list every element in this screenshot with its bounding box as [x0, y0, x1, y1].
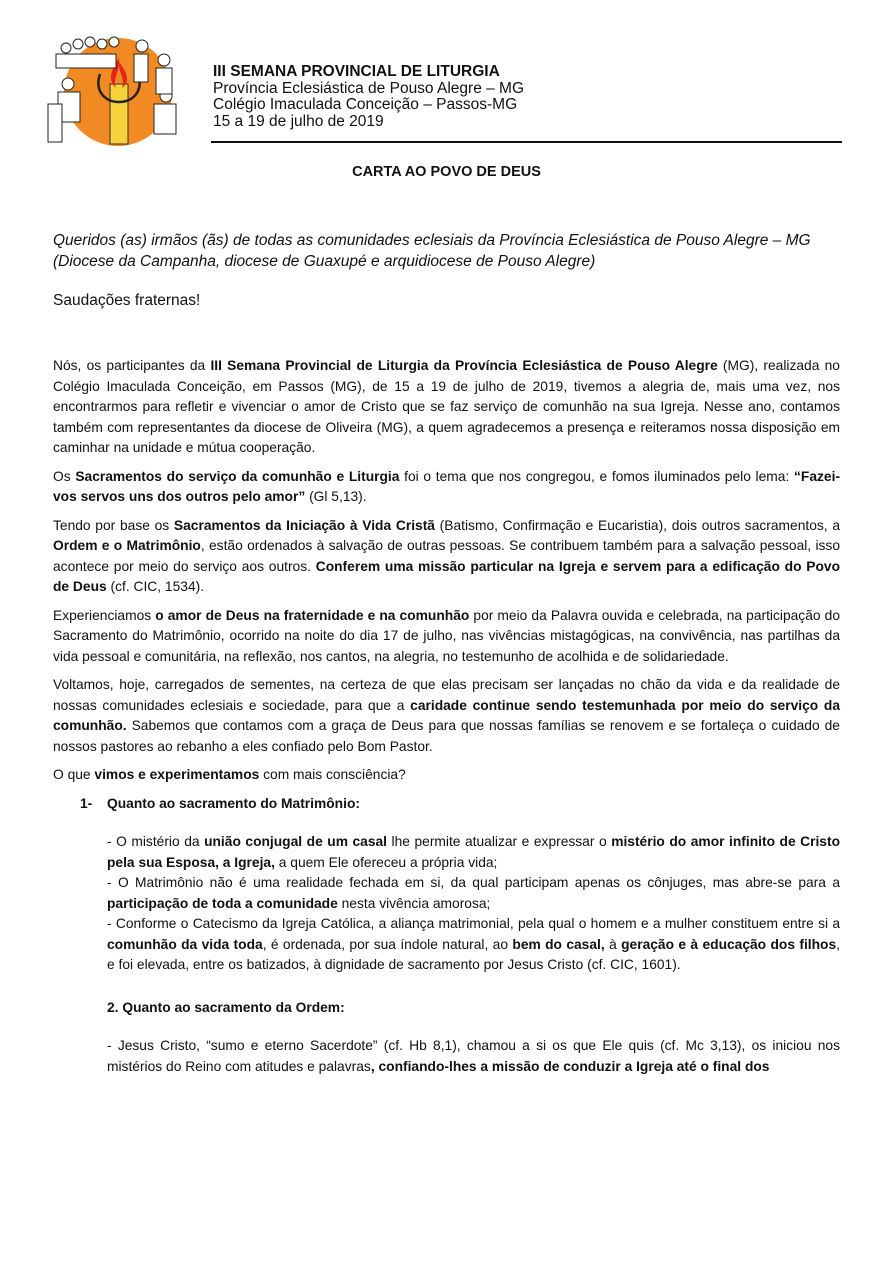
text-run: - O Matrimônio não é uma realidade fechada em si, da qual participam apenas os cônjuges, mas abre-se para a	[107, 875, 840, 890]
text-run: - O mistério da	[107, 834, 205, 849]
event-dates: 15 a 19 de julho de 2019	[213, 112, 384, 130]
bold-run: Conferem uma missão particular na Igreja e servem para a edificação do Povo de Deus	[53, 558, 840, 594]
text-run: à	[604, 936, 622, 952]
bold-run: comunhão da vida toda	[107, 936, 263, 952]
text-run: Sabemos que contamos com a graça de Deus para que nossas famílias se renovem e se fortaleça o cuidado de nossos pastores ao rebanho a eles confiado pelo Bom Pastor.	[53, 718, 840, 754]
text-run: Os	[53, 468, 76, 484]
bold-run: geração e à educação dos filhos	[621, 936, 837, 952]
bullet	[107, 832, 840, 873]
paragraph-6	[53, 765, 840, 786]
bullet	[107, 1036, 840, 1077]
section-heading	[53, 794, 840, 815]
text-run: a quem Ele ofereceu a própria vida;	[274, 854, 498, 870]
bold-run: Ordem e o Matrimônio	[53, 538, 201, 553]
paragraph-4	[53, 606, 840, 668]
text-run: (Gl 5,13).	[305, 489, 367, 504]
text-run: com mais consciência?	[259, 767, 406, 782]
event-logo	[46, 32, 186, 148]
text-run: - Conforme o Catecismo da Igreja Católica, a aliança matrimonial, pela qual o homem e a mulher constituem entre si a	[107, 916, 840, 931]
letter-body	[53, 356, 840, 1085]
bullet	[107, 873, 840, 914]
bold-run: bem do casal,	[512, 936, 605, 952]
text-run: , estão ordenados à salvação de outras pessoas. Se contribuem também para a salvação pessoal, isso acontece por meio do serviço aos outros.	[53, 538, 840, 574]
text-run: Tendo por base os	[53, 517, 174, 533]
bold-run: , confiando-lhes a missão de conduzir a Igreja até o final dos	[370, 1058, 770, 1074]
text-run: (cf. CIC, 1534).	[106, 579, 205, 594]
section-number: 1-	[80, 795, 93, 811]
text-run: - Jesus Cristo, “sumo e eterno Sacerdote” (cf. Hb 8,1), chamou a si os que Ele quis (cf. Mc 3,13), os iniciou nos mistérios do Reino com atitudes e palavras	[107, 1038, 840, 1074]
bold-run: vimos e experimentamos	[94, 767, 260, 782]
section-title: 2. Quanto ao sacramento da Ordem:	[107, 999, 345, 1015]
bold-run: participação de toda a comunidade	[107, 895, 338, 911]
text-run: O que	[53, 767, 95, 782]
text-run: (Batismo, Confirmação e Eucaristia), dois outros sacramentos, a	[434, 517, 841, 533]
text-run: (MG), realizada no Colégio Imaculada Conceição, em Passos (MG), de 15 a 19 de julho de 2019, tivemos a alegria de, mais uma vez, nos encontrarmos para refletir e vivenciar o amor de Cristo que se faz serviço de comunhão na sua Igreja. Nesse ano, contamos também com representantes da diocese de Oliveira (MG), a quem agradecemos a presença e reiteramos nossa disposição em caminhar na unidade e mútua cooperação.	[53, 358, 840, 455]
letter-title: CARTA AO POVO DE DEUS	[352, 164, 541, 180]
bold-run: caridade continue sendo testemunhada por meio do serviço da comunhão.	[53, 697, 840, 733]
event-venue: Colégio Imaculada Conceição – Passos-MG	[213, 96, 518, 113]
text-run: lhe permite atualizar e expressar o	[387, 834, 612, 849]
paragraph-5	[53, 675, 840, 757]
bullet	[107, 914, 840, 976]
text-run: Experienciamos	[53, 607, 156, 623]
section-matrimonio	[53, 794, 840, 976]
bold-run: III Semana Provincial de Liturgia da Província Eclesiástica de Pouso Alegre	[210, 358, 718, 373]
greeting: Queridos (as) irmãos (ãs) de todas as comunidades eclesiais da Província Eclesiástica de Pouso Alegre – MG (Diocese da Campanha, diocese de Guaxupé e arquidiocese de Pouso Alegre)	[53, 232, 811, 270]
text-run: foi o tema que nos congregou, e fomos iluminados pelo lema:	[399, 468, 794, 484]
event-header	[213, 64, 843, 130]
section-ordem	[53, 998, 840, 1078]
bold-run: o amor de Deus na fraternidade e na comunhão	[155, 607, 470, 623]
paragraph-1	[53, 356, 840, 459]
event-title: III SEMANA PROVINCIAL DE LITURGIA	[213, 63, 500, 80]
paragraph-3	[53, 516, 840, 598]
bold-run: mistério do amor infinito de Cristo pela sua Esposa, a Igreja,	[107, 834, 841, 870]
bold-run: Sacramentos da Iniciação à Vida Cristã	[173, 517, 435, 533]
event-province: Província Eclesiástica de Pouso Alegre – MG	[213, 79, 525, 97]
bold-run: Sacramentos do serviço da comunhão e Liturgia	[75, 468, 400, 484]
salutation: Saudações fraternas!	[53, 292, 201, 309]
text-run: Voltamos, hoje, carregados de sementes, na certeza de que elas precisam ser lançadas no chão da vida e da realidade de nossas comunidades eclesiais e sociedade, para que a	[53, 677, 840, 713]
paragraph-2	[53, 467, 840, 508]
text-run: por meio da Palavra ouvida e celebrada, na participação do Sacramento do Matrimônio, ocorrido na noite do dia 17 de julho, nas vivências mistagógicas, na convivência, nas partilhas da vida pessoal e comunitária, na reflexão, nos cantos, na alegria, no testemunho de acolhida e de solidariedade.	[53, 607, 840, 664]
bold-run: “Fazei-vos servos uns dos outros pelo amor”	[53, 468, 840, 504]
bold-run: união conjugal de um casal	[204, 834, 388, 849]
section-title: Quanto ao sacramento do Matrimônio:	[107, 795, 360, 811]
text-run: , e foi elevada, entre os batizados, à dignidade de sacramento por Jesus Cristo (cf. CIC, 1601).	[107, 936, 840, 972]
header-divider	[211, 141, 842, 143]
text-run: Nós, os participantes da	[53, 358, 211, 373]
text-run: nesta vivência amorosa;	[337, 895, 491, 911]
text-run: , é ordenada, por sua índole natural, ao	[262, 936, 513, 952]
